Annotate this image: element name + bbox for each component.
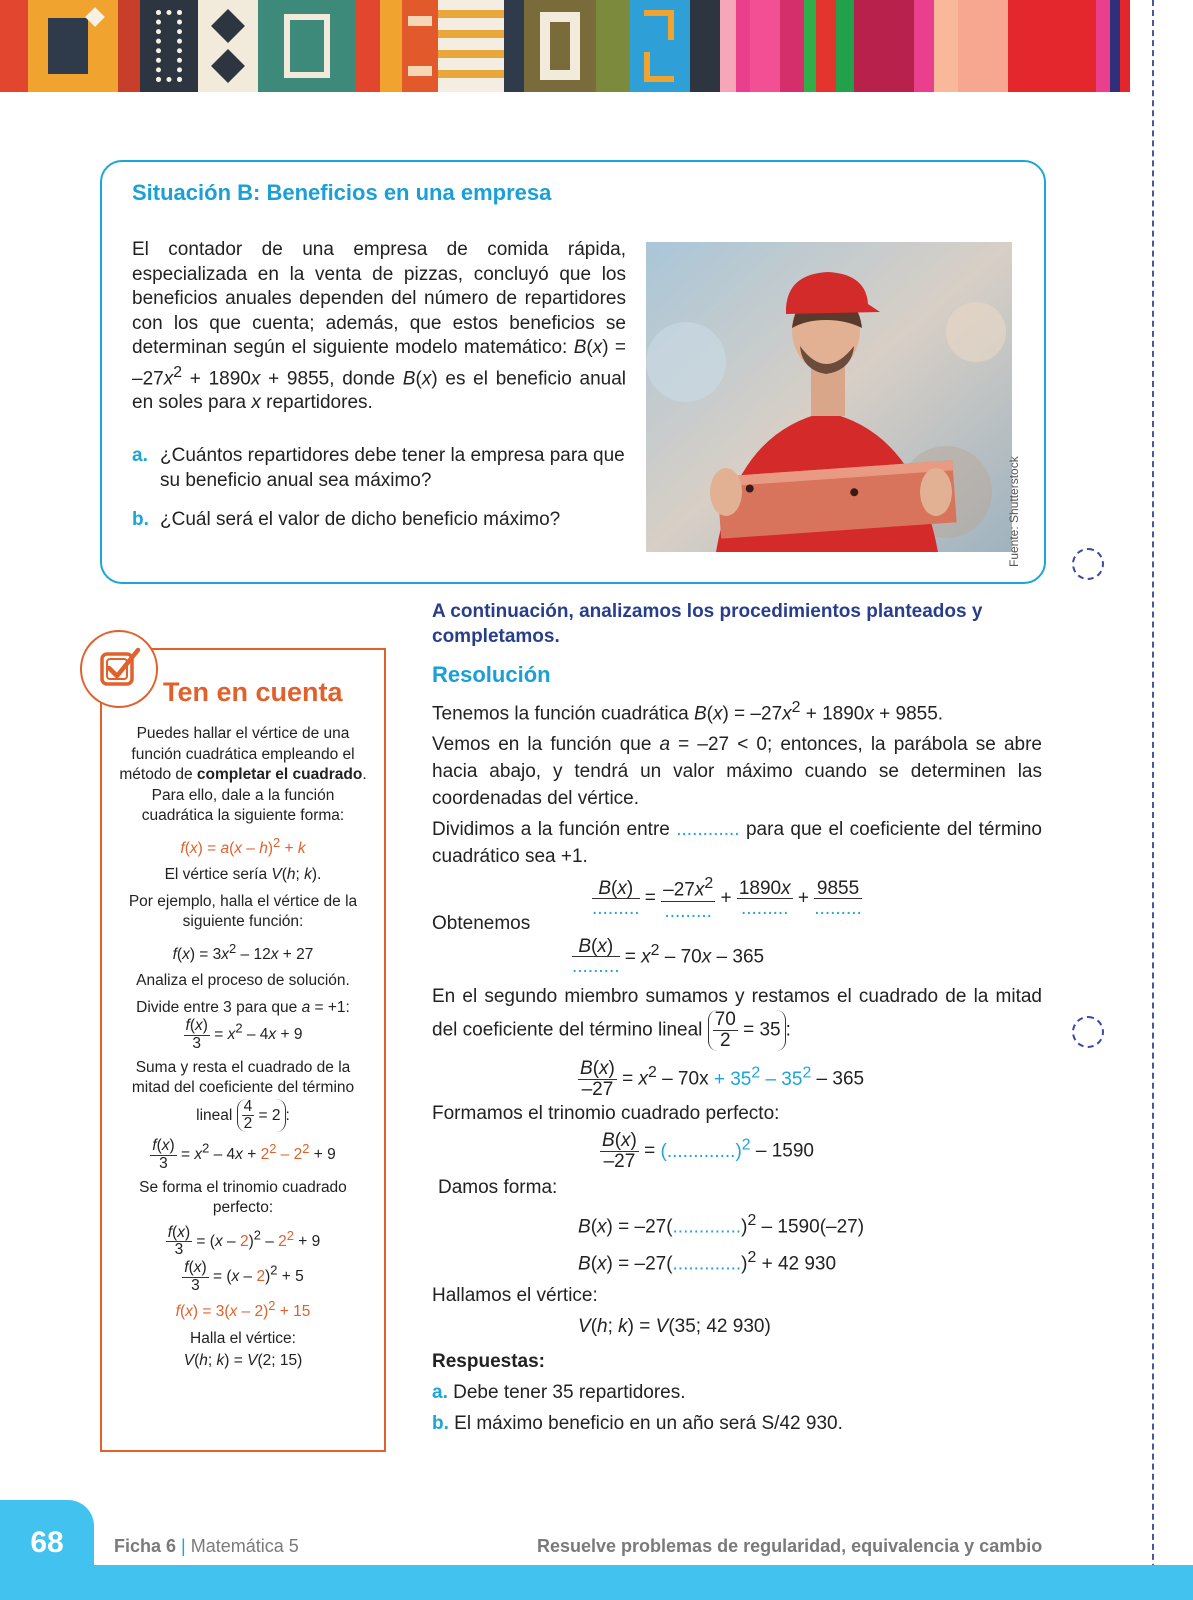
situation-title: Situación B: Beneficios en una empresa — [132, 180, 552, 205]
tip-suma: Suma y resta el cuadrado de la mitad del coeficiente del término lineal $\frac{4}{2}$ = 2 : — [131, 1058, 355, 1133]
step-function: Tenemos la función cuadrática $B(x) = -27x^2 + 1890x + 9855$. — [432, 699, 944, 725]
situation-paragraph: El contador de una empresa de comida rápida, especializada en la venta de pizzas, concluyó que los beneficios anuales dependen del número de repartidores con los que cuenta; además, que estos beneficios se determinan según el siguiente modelo matemático: $B(x) = -27x^2 + 1890x + 9855$, donde B(x) es el beneficio anual en soles para x repartidores. — [132, 239, 626, 414]
answer-b-letter: b. — [432, 1412, 449, 1434]
tip-divide: Divide entre 3 para que a = +1: — [136, 998, 350, 1016]
tip-body — [118, 724, 368, 1378]
equation-divided: $\frac{B(x)}{.........}$ = $\frac{-27x^2}{.........}$ + $\frac{1890x}{.........}$ + $\frac{9855}{.........}$ — [592, 875, 862, 922]
intro-instruction: A continuación, analizamos los procedimientos planteados y completamos. — [432, 601, 983, 647]
tip-halla: Halla el vértice: — [190, 1329, 296, 1347]
equation-vertex: V(h; k) = V(35; 42 930) — [578, 1315, 771, 1337]
answer-b-text: El máximo beneficio en un año será S/42 930. — [454, 1412, 843, 1434]
question-a — [132, 444, 626, 493]
equation-normalized: $\frac{B(x)}{.........}$ = $x^2 - 70x - 365$ — [572, 935, 765, 978]
answer-a-text: Debe tener 35 repartidores. — [453, 1381, 686, 1403]
checkbox-icon — [80, 630, 158, 708]
equation-completed: $\frac{B(x)}{-27}$ = $x^2 - 70x + 35^2 - 35^2 - 365$ — [580, 1058, 865, 1101]
step-concavity: Vemos en la función que a = –27 < 0; entonces, la parábola se abre hacia abajo, y tendrá un valor máximo cuando se determinen las coordenadas del vértice. — [432, 734, 1042, 810]
footer-bar — [0, 1565, 1193, 1600]
tip-step-4: $\frac{f(x)}{3}$ = (x – 2)$^2$ + 5 — [184, 1259, 304, 1294]
binder-hole-marker — [1072, 1016, 1104, 1048]
step-trinomio: Formamos el trinomio cuadrado perfecto: — [432, 1103, 780, 1125]
tip-step-2: $\frac{f(x)}{3}$ = $x^2 - 4x + 2^2 - 2^2 + 9$ — [152, 1137, 336, 1172]
tip-function: $f(x) = 3x^2 - 12x + 27$ — [172, 940, 314, 963]
answers-heading: Respuestas: — [432, 1350, 545, 1372]
step-sum-subtract: En el segundo miembro sumamos y restamos el cuadrado de la mitad del coeficiente del término lineal $\frac{70}{2}$ = 35 : — [432, 986, 1042, 1052]
question-b-text: ¿Cuál será el valor de dicho beneficio máximo? — [160, 509, 561, 530]
footer-subject: Matemática 5 — [190, 1536, 299, 1556]
footer-separator: | — [181, 1536, 186, 1556]
question-b — [132, 508, 626, 533]
tip-vertex-form: f(x) = a(x – h)$^2$ + k — [180, 834, 306, 857]
footer-competencia: Resuelve problemas de regularidad, equivalencia y cambio — [537, 1536, 1043, 1556]
equation-square: $\frac{B(x)}{-27}$ = (.............)$^2$ – 1590 — [602, 1130, 814, 1173]
step-hallamos: Hallamos el vértice: — [432, 1284, 598, 1306]
tip-example: Por ejemplo, halla el vértice de la siguiente función: — [128, 892, 358, 931]
page-number: 68 — [30, 1526, 64, 1559]
equation-vertex-form-2: B(x) = –27(.............)$^2$ + 42 930 — [578, 1249, 837, 1275]
tip-vertex-text: El vértice sería V(h; k). — [164, 866, 322, 884]
tip-forma: Se forma el trinomio cuadrado perfecto: — [139, 1178, 347, 1217]
tip-step-1: $\frac{f(x)}{3}$ = $x^2 - 4x + 9$ — [185, 1017, 303, 1052]
tip-step-3: $\frac{f(x)}{3}$ = $(x - 2)^2 - 2^2 + 9$ — [167, 1223, 321, 1259]
answer-a — [432, 1379, 1042, 1406]
binder-hole-marker — [1072, 548, 1104, 580]
footer-ficha — [114, 1536, 299, 1557]
tip-result: V(h; k) = V(2; 15) — [183, 1352, 303, 1370]
top-pattern-banner — [0, 0, 1160, 92]
step-obtenemos: Obtenemos — [432, 912, 531, 934]
situation-box — [100, 160, 1046, 584]
step-divide: Dividimos a la función entre ............ para que el coeficiente del término cuadrático sea +1. — [432, 819, 1043, 868]
step-damos: Damos forma: — [438, 1177, 558, 1199]
tip-intro: Puedes hallar el vértice de una función cuadrática empleando el método de completar el cuadrado. Para ello, dale a la función cuadrática la siguiente forma: — [119, 725, 367, 824]
equation-vertex-form-1: B(x) = –27(.............)$^2$ – 1590(–27) — [578, 1212, 865, 1238]
answer-a-letter: a. — [432, 1381, 448, 1403]
resolution-heading: Resolución — [432, 662, 551, 687]
question-b-letter: b. — [132, 509, 149, 530]
perforation-line — [1152, 0, 1154, 1600]
question-a-letter: a. — [132, 445, 148, 466]
resolution-column — [432, 600, 1042, 1437]
answer-b — [432, 1410, 1042, 1437]
photo-credit: Fuente: Shutterstock — [1007, 456, 1021, 567]
tip-analiza: Analiza el proceso de solución. — [136, 972, 350, 990]
tip-step-5: f(x) = 3(x – 2)$^2$ + 15 — [175, 1297, 311, 1321]
pizza-delivery-photo — [646, 242, 1012, 552]
footer-ficha-label: Ficha 6 — [114, 1536, 177, 1556]
tip-title: Ten en cuenta — [163, 677, 343, 707]
question-a-text: ¿Cuántos repartidores debe tener la empresa para que su beneficio anual sea máximo? — [160, 445, 625, 491]
